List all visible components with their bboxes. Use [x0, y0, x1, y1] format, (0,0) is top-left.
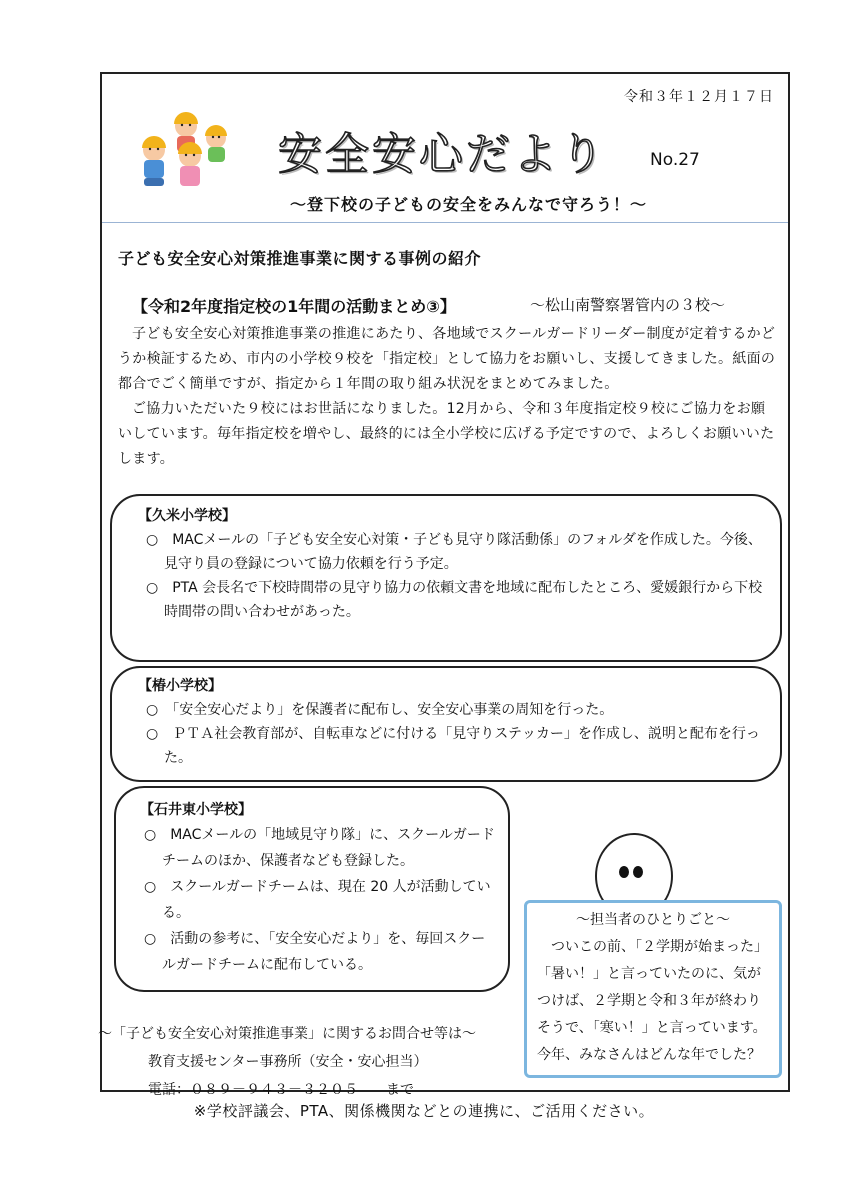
school-activity-item: ○ MACメールの「子ども安全安心対策・子ども見守り隊活動係」のフォルダを作成した。今後、見守り員の登録について協力依頼を行う予定。 — [146, 532, 762, 572]
school-activity-item: ○ PTA 会長名で下校時間帯の見守り協力の依頼文書を地域に配布したところ、愛媛銀行から下校時間帯の問い合わせがあった。 — [146, 580, 763, 620]
school-activity-item: ○ 「安全安心だより」を保護者に配布し、安全安心事業の周知を行った。 — [146, 702, 614, 718]
monologue-title: ～担当者のひとりごと～ — [576, 912, 730, 928]
school-box-ishiihigashi — [114, 786, 510, 992]
contact-phone: 電話：０８９－９４３－３２０５ まで — [148, 1082, 414, 1098]
issue-date: 令和３年１２月１７日 — [624, 89, 774, 105]
footnote: ※学校評議会、PTA、関係機関などとの連携に、ご活用ください。 — [193, 1102, 655, 1120]
monologue-line: 今年、みなさんはどんな年でした？ — [537, 1047, 761, 1063]
monologue-body — [537, 934, 769, 1069]
newsletter-subtitle: ～登下校の子どもの安全をみんなで守ろう！～ — [290, 195, 648, 214]
intro-paragraph: ご協力いただいた９校にはお世話になりました。12月から、令和３年度指定校９校にご協力をお願いしています。毎年指定校を増やし、最終的には全小学校に広げる予定ですので、よろしくお願いいたします。 — [118, 401, 775, 467]
school-box-tsubaki — [110, 666, 782, 782]
school-activity-item: ○ スクールガードチームは、現在 20 人が活動している。 — [144, 879, 491, 921]
intro-paragraph: 子ども安全安心対策推進事業の推進にあたり、各地域でスクールガードリーダー制度が定着するかどうか検証するため、市内の小学校９校を「指定校」として協力をお願いし、支援してきました。紙面の都合でごく簡単ですが、指定から１年間の取り組み状況をまとめてみました。 — [118, 326, 776, 392]
monologue-line: 「暑い！」と言っていたのに、気が — [537, 966, 761, 982]
header-divider — [102, 222, 788, 223]
children-helmets-illustration — [130, 104, 242, 194]
section-subheading: 【令和2年度指定校の1年間の活動まとめ③】 — [132, 297, 456, 316]
school-name: 【椿小学校】 — [138, 678, 222, 694]
monologue-line: ついこの前、「２学期が始まった」 — [551, 939, 768, 955]
school-box-kume — [110, 494, 782, 662]
section-subheading-note: ～松山南警察署管内の３校～ — [530, 296, 726, 314]
school-name: 【久米小学校】 — [138, 508, 236, 524]
newsletter-title: 安全安心だより — [278, 129, 607, 180]
contact-intro: ～「子ども安全安心対策推進事業」に関するお問合せ等は～ — [98, 1026, 476, 1042]
issue-number: No.27 — [650, 150, 700, 170]
school-activity-item: ○ MACメールの「地域見守り隊」に、スクールガードチームのほか、保護者なども登録した。 — [144, 827, 495, 869]
school-name: 【石井東小学校】 — [140, 802, 252, 818]
contact-info — [98, 1020, 476, 1104]
staff-monologue-box — [524, 900, 782, 1078]
school-activity-item: ○ 活動の参考に、「安全安心だより」を、毎回スクールガードチームに配布している。 — [144, 931, 486, 973]
contact-office: 教育支援センター事務所（安全・安心担当） — [148, 1054, 428, 1070]
section-heading: 子ども安全安心対策推進事業に関する事例の紹介 — [118, 249, 482, 268]
school-activity-item: ○ ＰＴＡ社会教育部が、自転車などに付ける「見守りステッカー」を作成し、説明と配布を行った。 — [146, 726, 760, 766]
monologue-line: つけば、２学期と令和３年が終わり — [537, 993, 761, 1009]
newsletter-frame — [98, 72, 790, 1098]
monologue-line: そうで、「寒い！」と言っています。 — [537, 1020, 767, 1036]
intro-text — [118, 322, 778, 472]
